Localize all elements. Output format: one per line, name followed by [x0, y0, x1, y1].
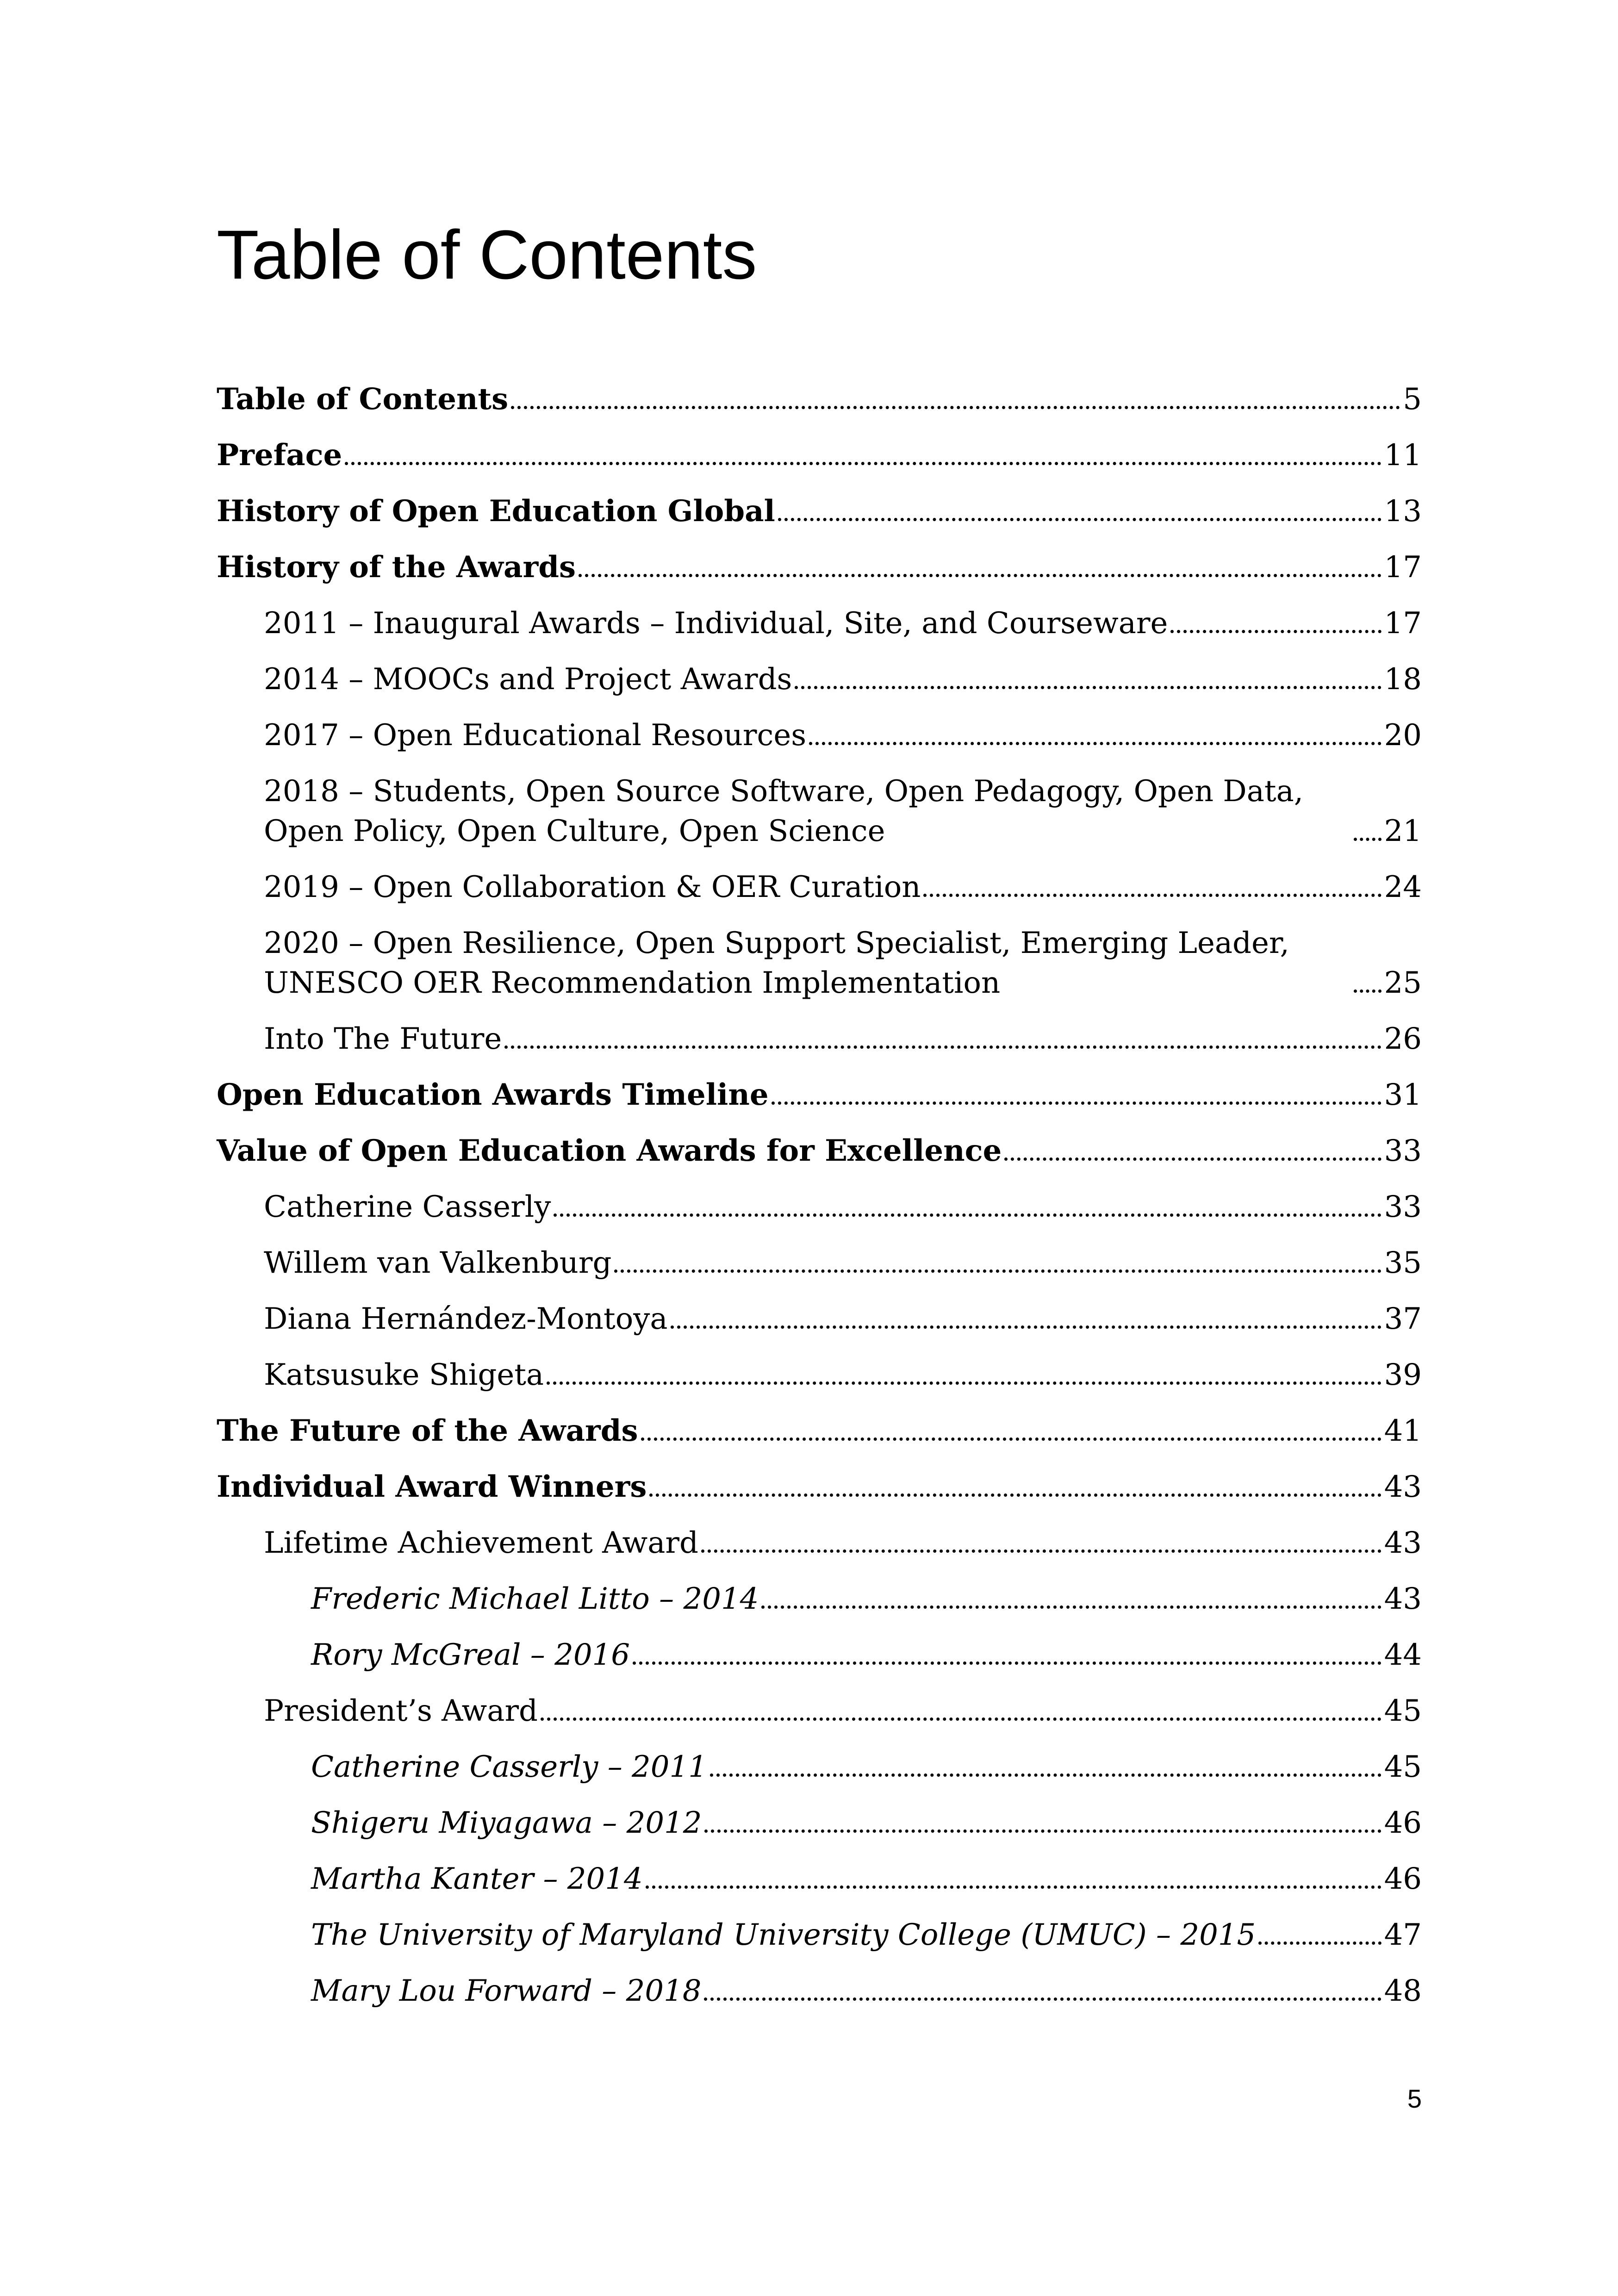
dot-leader: [579, 574, 1382, 577]
toc-entry-title: Katsusuke Shigeta: [264, 1358, 544, 1392]
toc-entry-page: 33: [1384, 1190, 1422, 1224]
toc-entry-title: 2018 – Students, Open Source Software, Open Pedagogy, Open Data, Open Policy, Open Culture, Open Science: [264, 774, 1304, 848]
dot-leader: [671, 1325, 1382, 1329]
toc-entry-page: 45: [1384, 1750, 1422, 1784]
toc-entry-title: Frederic Michael Litto – 2014: [311, 1582, 759, 1616]
toc-entry-page: 31: [1384, 1078, 1422, 1112]
toc-entry-title: 2019 – Open Collaboration & OER Curation: [264, 870, 921, 904]
dot-leader: [772, 1101, 1382, 1105]
dot-leader: [701, 1549, 1382, 1553]
toc-entry-preface[interactable]: [217, 436, 1422, 475]
toc-entry-shigeru-miyagawa[interactable]: [217, 1803, 1422, 1843]
dot-leader: [809, 742, 1382, 745]
toc-entry-page: 33: [1384, 1134, 1422, 1168]
toc-entry-open-education-awards-timeline[interactable]: [217, 1075, 1422, 1115]
toc-entry-katsusuke-shigeta[interactable]: [217, 1355, 1422, 1395]
toc-entry-page: 45: [1384, 1694, 1422, 1728]
toc-entry-the-future-of-the-awards[interactable]: [217, 1411, 1422, 1451]
toc-entry-diana-hernandez-montoya[interactable]: [217, 1299, 1422, 1339]
toc-entry-title: Rory McGreal – 2016: [311, 1638, 630, 1672]
toc-entry-umuc[interactable]: [217, 1915, 1422, 1955]
dot-leader: [1354, 989, 1382, 993]
toc-entry-table-of-contents[interactable]: [217, 380, 1422, 419]
toc-entry-title: History of the Awards: [217, 550, 576, 585]
toc-entry-page: 37: [1384, 1302, 1422, 1336]
toc-entry-title: Lifetime Achievement Award: [264, 1526, 698, 1560]
toc-entry-history-of-the-awards[interactable]: [217, 548, 1422, 587]
toc-entry-page: 39: [1384, 1358, 1422, 1392]
toc-entry-title: Into The Future: [264, 1022, 502, 1056]
toc-entry-martha-kanter[interactable]: [217, 1859, 1422, 1899]
dot-leader: [504, 1045, 1381, 1049]
toc-entry-page: 44: [1384, 1638, 1422, 1672]
toc-entry-page: 48: [1384, 1974, 1422, 2008]
toc-entry-page: 17: [1384, 550, 1422, 585]
toc-entry-page: 43: [1384, 1582, 1422, 1616]
toc-entry-title: Mary Lou Forward – 2018: [311, 1974, 702, 2008]
toc-entry-title: Individual Award Winners: [217, 1469, 647, 1504]
toc-entry-title: History of Open Education Global: [217, 494, 775, 529]
dot-leader: [641, 1437, 1382, 1441]
toc-entry-value-of-open-education-awards[interactable]: [217, 1131, 1422, 1171]
page-title: Table of Contents: [217, 216, 757, 293]
toc-entry-title: 2020 – Open Resilience, Open Support Specialist, Emerging Leader, UNESCO OER Recommendation Implementation: [264, 926, 1289, 1000]
toc-entry-title: Preface: [217, 438, 342, 473]
toc-entry-page: 46: [1384, 1862, 1422, 1896]
toc-entry-page: 11: [1384, 438, 1422, 473]
page-number: 5: [1407, 2084, 1422, 2113]
dot-leader: [778, 518, 1382, 521]
toc-entry-page: 47: [1384, 1918, 1422, 1952]
toc-entry-presidents-award[interactable]: [217, 1691, 1422, 1731]
dot-leader: [633, 1661, 1382, 1665]
toc-entry-page: 21: [1384, 814, 1422, 848]
toc-entry-page: 35: [1384, 1246, 1422, 1280]
dot-leader: [547, 1381, 1382, 1385]
toc-entry-title: Martha Kanter – 2014: [311, 1862, 643, 1896]
toc-entry-title: Catherine Casserly: [264, 1190, 551, 1224]
toc-entry-title: Value of Open Education Awards for Excellence: [217, 1133, 1002, 1168]
toc-entry-mary-lou-forward[interactable]: [217, 1971, 1422, 2011]
toc-entry-title: President’s Award: [264, 1694, 538, 1728]
toc-entry-title: Shigeru Miyagawa – 2012: [311, 1806, 702, 1840]
toc-entry-2017-open-educational-resources[interactable]: [217, 716, 1422, 755]
toc-entry-title: Willem van Valkenburg: [264, 1246, 612, 1280]
toc-entry-title: The Future of the Awards: [217, 1413, 638, 1448]
toc-entry-title: Diana Hernández-Montoya: [264, 1302, 668, 1336]
toc-entry-individual-award-winners[interactable]: [217, 1467, 1422, 1507]
toc-entry-lifetime-achievement-award[interactable]: [217, 1523, 1422, 1563]
toc-entry-title: Catherine Casserly – 2011: [311, 1750, 707, 1784]
table-of-contents: [217, 380, 1422, 2027]
dot-leader: [646, 1885, 1382, 1889]
dot-leader: [511, 406, 1400, 409]
toc-entry-history-of-open-education-global[interactable]: [217, 492, 1422, 531]
toc-entry-page: 26: [1384, 1022, 1422, 1056]
toc-entry-title: The University of Maryland University College (UMUC) – 2015: [311, 1918, 1256, 1952]
toc-entry-page: 43: [1384, 1526, 1422, 1560]
toc-entry-title: Table of Contents: [217, 382, 509, 417]
toc-entry-page: 20: [1384, 718, 1422, 753]
dot-leader: [704, 1829, 1381, 1833]
toc-entry-2020-open-resilience[interactable]: [217, 923, 1422, 1003]
toc-entry-page: 17: [1384, 606, 1422, 641]
dot-leader: [761, 1605, 1381, 1609]
toc-entry-page: 46: [1384, 1806, 1422, 1840]
toc-entry-2019-open-collaboration[interactable]: [217, 867, 1422, 907]
dot-leader: [649, 1493, 1381, 1497]
toc-entry-catherine-casserly-2011[interactable]: [217, 1747, 1422, 1787]
toc-entry-page: 43: [1384, 1470, 1422, 1504]
toc-entry-page: 41: [1384, 1414, 1422, 1448]
dot-leader: [1258, 1941, 1381, 1945]
toc-entry-2014-moocs-and-project-awards[interactable]: [217, 660, 1422, 699]
toc-entry-page: 13: [1384, 494, 1422, 529]
toc-entry-title: Open Education Awards Timeline: [217, 1077, 769, 1112]
dot-leader: [614, 1269, 1381, 1273]
dot-leader: [554, 1213, 1381, 1217]
dot-leader: [704, 1997, 1381, 2001]
toc-entry-title: 2014 – MOOCs and Project Awards: [264, 662, 792, 697]
dot-leader: [923, 894, 1381, 897]
toc-entry-page: 5: [1403, 382, 1422, 417]
toc-entry-title: 2017 – Open Educational Resources: [264, 718, 807, 753]
toc-entry-page: 18: [1384, 662, 1422, 697]
toc-entry-page: 25: [1384, 966, 1422, 1000]
toc-entry-willem-van-valkenburg[interactable]: [217, 1243, 1422, 1283]
toc-entry-rory-mcgreal[interactable]: [217, 1635, 1422, 1675]
dot-leader: [1004, 1157, 1381, 1161]
dot-leader: [1170, 630, 1381, 633]
toc-entry-page: 24: [1384, 870, 1422, 904]
toc-entry-2018-students-open-source[interactable]: [217, 772, 1422, 851]
toc-entry-into-the-future[interactable]: [217, 1019, 1422, 1059]
dot-leader: [710, 1773, 1382, 1777]
dot-leader: [1354, 838, 1382, 841]
dot-leader: [345, 462, 1381, 465]
toc-entry-2011-inaugural-awards[interactable]: [217, 604, 1422, 643]
toc-entry-title: 2011 – Inaugural Awards – Individual, Site, and Courseware: [264, 606, 1168, 641]
dot-leader: [795, 686, 1381, 689]
toc-entry-frederic-michael-litto[interactable]: [217, 1579, 1422, 1619]
toc-entry-catherine-casserly[interactable]: [217, 1187, 1422, 1227]
dot-leader: [541, 1717, 1382, 1721]
